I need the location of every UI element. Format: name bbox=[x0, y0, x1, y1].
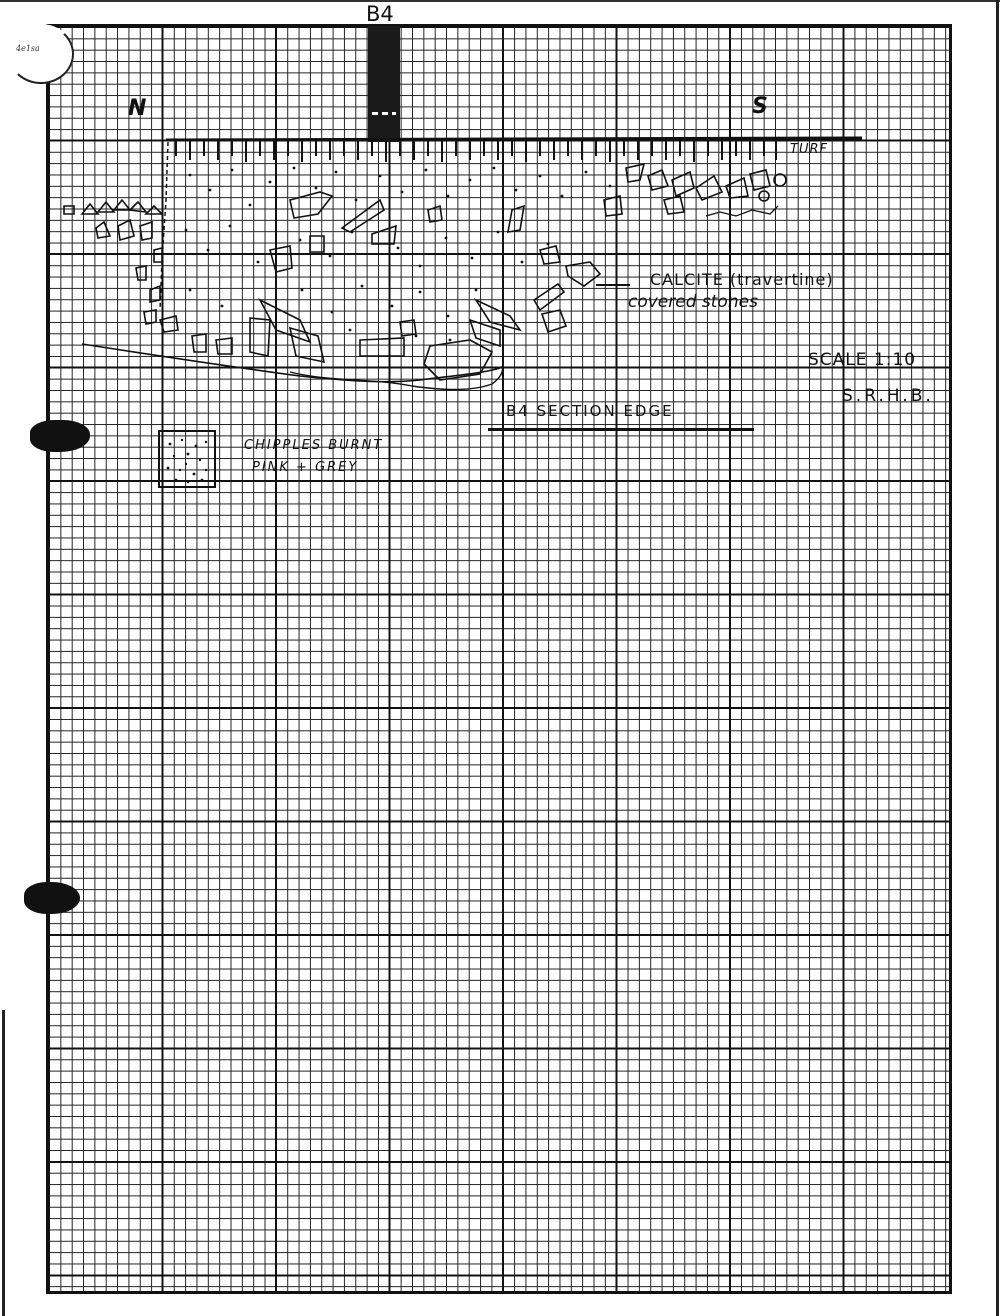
turf-ticks bbox=[176, 140, 776, 162]
legend-label-line1: CHIPPLES BURNT bbox=[244, 438, 384, 453]
soil-stipple bbox=[185, 167, 612, 342]
post-label: B4 bbox=[366, 2, 394, 26]
legend-symbol-stippled bbox=[158, 430, 216, 488]
section-title-underline bbox=[488, 428, 754, 431]
section-base-line bbox=[82, 344, 500, 382]
legend-label-line2: PINK + GREY bbox=[252, 460, 359, 475]
section-title: B4 SECTION EDGE bbox=[506, 402, 674, 420]
corner-stamp-text: 4e1sa bbox=[16, 44, 40, 53]
calcite-label: CALCITE (travertine) bbox=[650, 270, 834, 289]
south-label: S bbox=[752, 94, 768, 119]
scale-label: SCALE 1:10 bbox=[808, 350, 917, 370]
covered-stones-label: covered stones bbox=[628, 292, 758, 312]
north-label: N bbox=[128, 96, 147, 121]
turf-label: TURF bbox=[790, 142, 828, 157]
ground-surface-line bbox=[166, 138, 862, 140]
initials-label: S.R.H.B. bbox=[842, 386, 934, 406]
